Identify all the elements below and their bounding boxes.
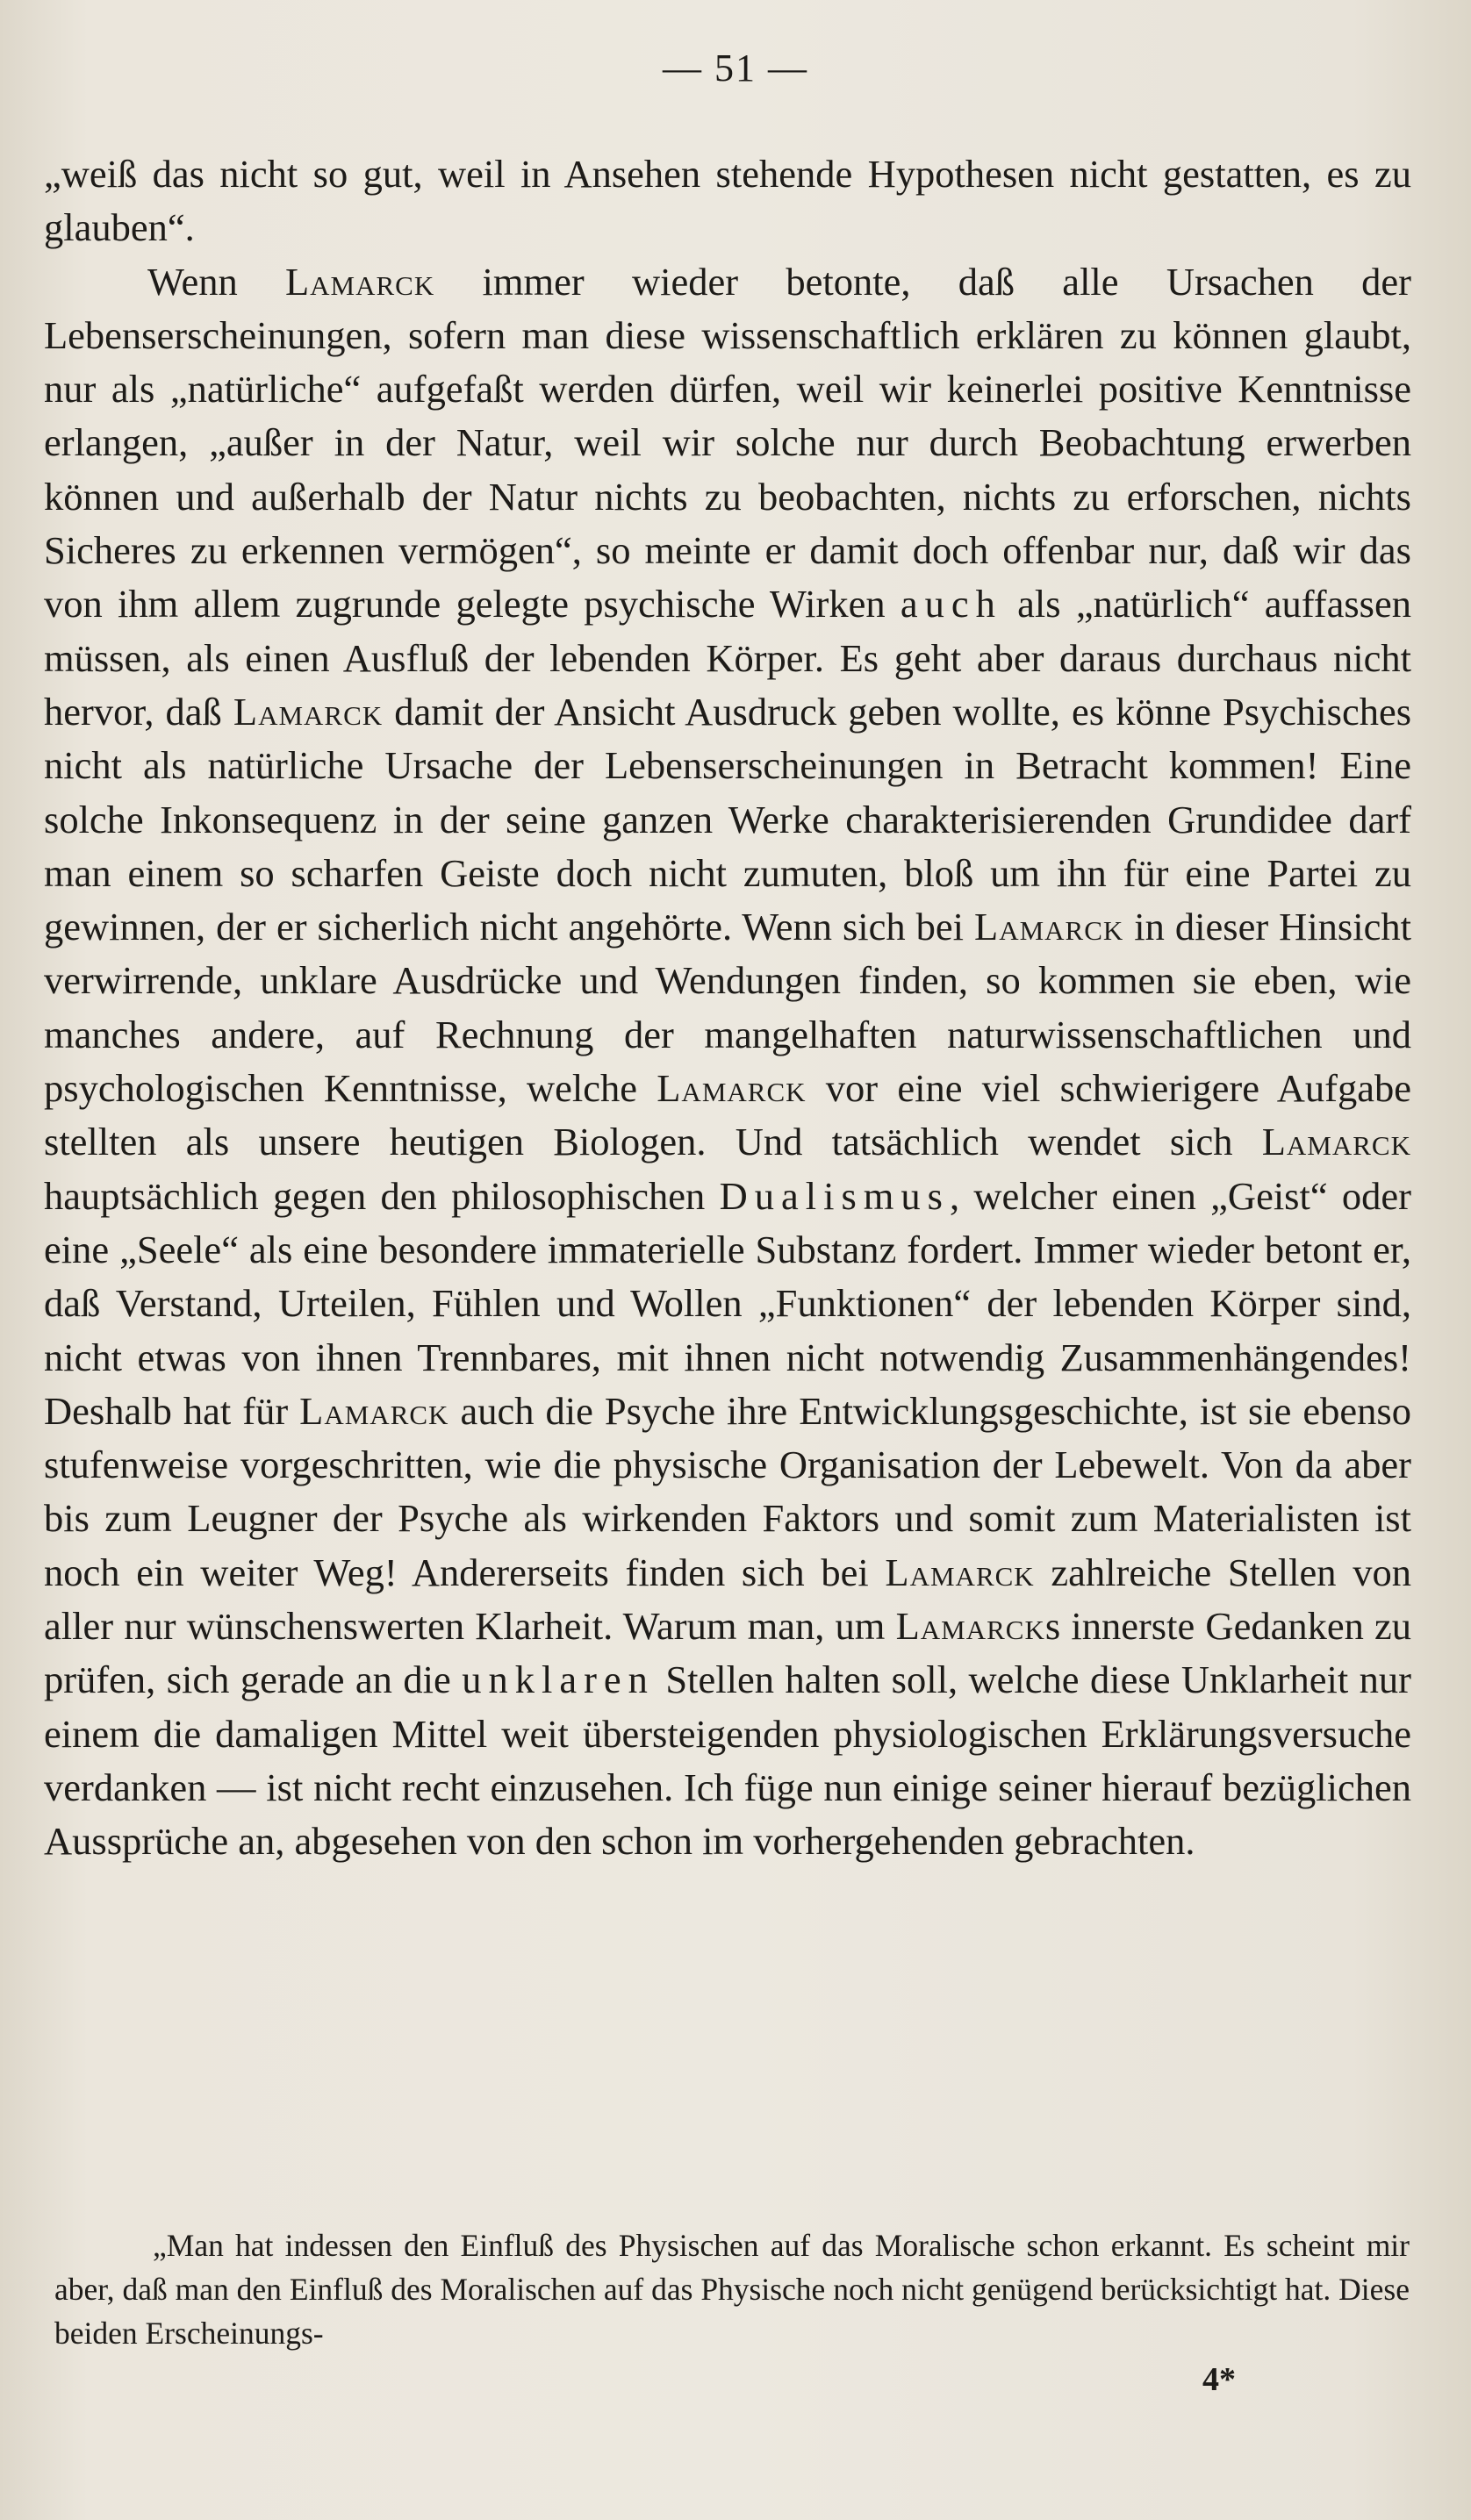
emphasized-word: Dualismus	[719, 1173, 950, 1218]
author-name: Lamarck	[1261, 1120, 1411, 1164]
author-name: Lamarck	[974, 905, 1124, 949]
text-run: „weiß das nicht so gut, weil in Ansehen stehende Hypothesen nicht gestatten, es zu glauben“.	[44, 152, 1411, 250]
emphasized-word: auch	[900, 582, 1002, 626]
text-run: vor eine viel schwierigere Aufgabe stellten als unsere heutigen Biologen. Und tatsächlich wendet sich	[44, 1066, 1411, 1164]
text-run: immer wieder betonte, daß alle Ursachen der Lebenserscheinungen, sofern man diese wissenschaftlich erklären zu können glaubt, nur als „natürliche“ aufgefaßt werden dürfen, weil wir keinerlei positive Kenntnisse erlangen, „außer in der Natur, weil wir solche nur durch Beobachtung erwerben können und außerhalb der Natur nichts zu beobachten, nichts zu erforschen, nichts Sicheres zu erkennen vermögen“, so meinte er damit doch offenbar nur, daß wir das von ihm allem zugrunde gelegte psychische Wirken	[44, 259, 1411, 626]
main-text	[44, 147, 1411, 1869]
paragraph	[44, 255, 1411, 1869]
signature-mark: 4*	[1202, 2361, 1236, 2398]
author-name: Lamarck	[895, 1604, 1045, 1649]
text-run: als „natürlich“ auffassen müssen, als einen Ausfluß der lebenden Körper. Es geht aber daraus durchaus nicht hervor, daß	[44, 582, 1411, 734]
text-run: hauptsächlich gegen den philosophischen	[44, 1173, 720, 1218]
text-run: zahlreiche Stellen von aller nur wünschenswerten Klarheit. Warum man, um	[44, 1550, 1411, 1649]
text-run: auch die Psyche ihre Entwicklungsgeschichte, ist sie ebenso stufenweise vorgeschritten, wie die physische Organisation der Lebewelt. Von da aber bis zum Leugner der Psyche als wirkenden Faktors und somit zum Materialisten ist noch ein weiter Weg! Andererseits finden sich bei	[44, 1388, 1411, 1594]
paragraph	[44, 147, 1411, 255]
text-run: s innerste Gedanken zu prüfen, sich gerade an die	[44, 1604, 1412, 1702]
page-number: — 51 —	[663, 47, 808, 89]
text-run: Wenn	[147, 259, 285, 304]
emphasized-word: unklaren	[462, 1657, 655, 1702]
quotation-block	[54, 2223, 1410, 2355]
text-run: , welcher einen „Geist“ oder eine „Seele“ als eine besondere immaterielle Substanz fordert. Immer wieder betont er, daß Verstand, Urteilen, Fühlen und Wollen „Funktionen“ der lebenden Körper sind, nicht etwas von ihnen Trennbares, mit ihnen nicht notwendig Zusammenhängendes! Deshalb hat für	[44, 1173, 1411, 1433]
text-run: in dieser Hinsicht verwirrende, unklare Ausdrücke und Wendungen finden, so kommen sie eben, wie manches andere, auf Rechnung der mangelhaften naturwissenschaftlichen und psychologischen Kenntnisse, welche	[44, 905, 1411, 1111]
author-name: Lamarck	[233, 689, 384, 734]
quotation-text: „Man hat indessen den Einfluß des Physischen auf das Moralische schon erkannt. Es scheint mir aber, daß man den Einfluß des Moralischen auf das Physische noch nicht genügend berücksichtigt hat. Diese beiden Erscheinungs-	[54, 2228, 1410, 2351]
author-name: Lamarck	[657, 1066, 807, 1111]
author-name: Lamarck	[885, 1550, 1035, 1594]
text-run: Stellen halten soll, welche diese Unklarheit nur einem die damaligen Mittel weit übersteigenden physiologischen Erklärungsversuche verdanken — ist nicht recht einzusehen. Ich füge nun einige seiner hierauf bezüglichen Aussprüche an, abgesehen von den schon im vorhergehenden gebrachten.	[44, 1657, 1411, 1864]
text-run: damit der Ansicht Ausdruck geben wollte, es könne Psychisches nicht als natürliche Ursache der Lebenserscheinungen in Betracht kommen! Eine solche Inkonsequenz in der seine ganzen Werke charakterisierenden Grundidee darf man einem so scharfen Geiste doch nicht zumuten, bloß um ihn für eine Partei zu gewinnen, der er sicherlich nicht angehörte. Wenn sich bei	[44, 689, 1412, 949]
author-name: Lamarck	[299, 1388, 449, 1433]
author-name: Lamarck	[284, 259, 435, 304]
